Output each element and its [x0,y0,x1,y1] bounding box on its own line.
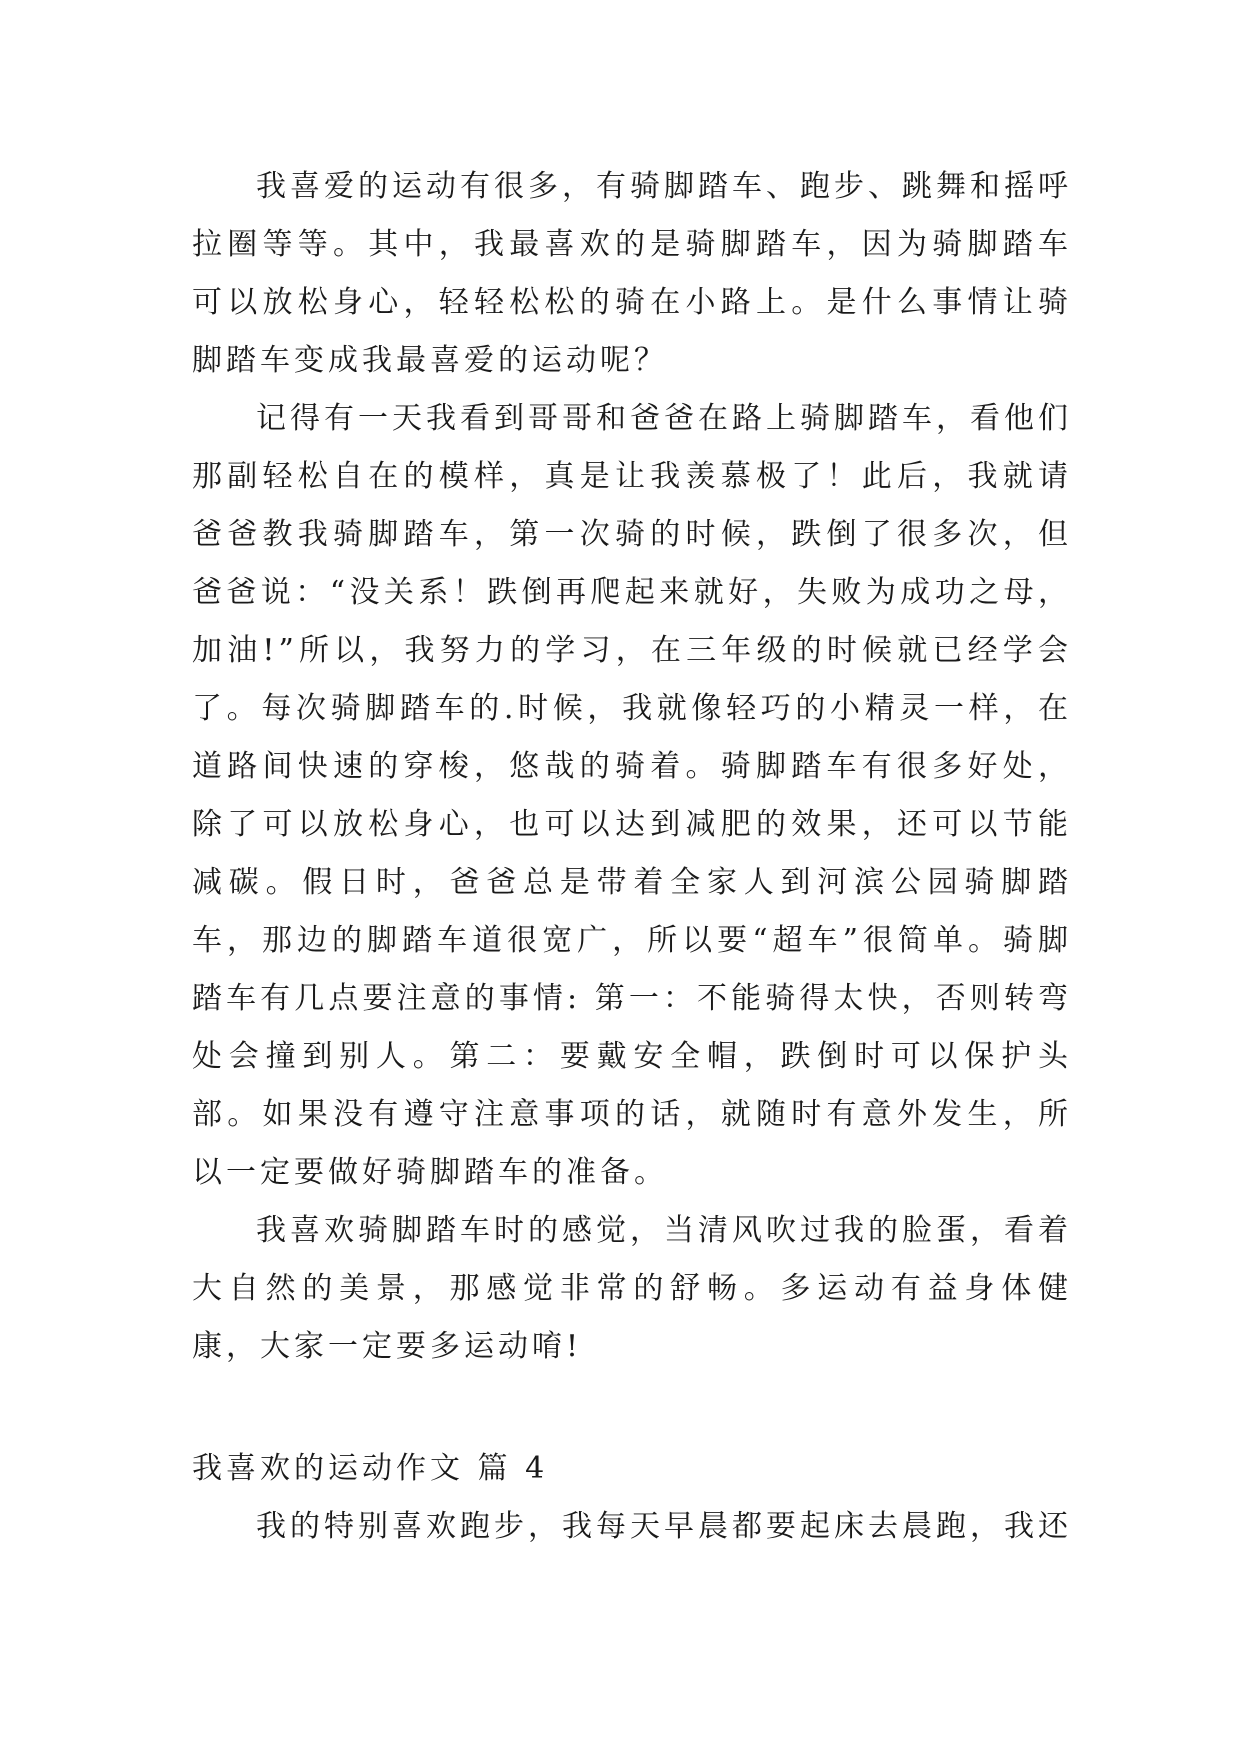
section-first-paragraph: 我的特别喜欢跑步，我每天早晨都要起床去晨跑，我还 [256,1509,1072,1544]
paragraph-3: 我喜欢骑脚踏车时的感觉，当清风吹过我的脸蛋，看着大自然的美景，那感觉非常的舒畅。多运动有益身体健康，大家一定要多运动唷! [192,1213,1072,1364]
article-body [192,158,1072,1556]
section-heading: 我喜欢的运动作文 篇 4 [192,1451,549,1486]
paragraph-1: 我喜爱的运动有很多，有骑脚踏车、跑步、跳舞和摇呼拉圈等等。其中，我最喜欢的是骑脚踏车，因为骑脚踏车可以放松身心，轻轻松松的骑在小路上。是什么事情让骑脚踏车变成我最喜爱的运动呢？ [192,169,1072,378]
paragraph-2: 记得有一天我看到哥哥和爸爸在路上骑脚踏车，看他们那副轻松自在的模样，真是让我羡慕极了！此后，我就请爸爸教我骑脚踏车，第一次骑的时候，跌倒了很多次，但爸爸说：“没关系！跌倒再爬起来就好，失败为成功之母，加油!”所以，我努力的学习，在三年级的时候就已经学会了。每次骑脚踏车的.时候，我就像轻巧的小精灵一样，在道路间快速的穿梭，悠哉的骑着。骑脚踏车有很多好处，除了可以放松身心，也可以达到减肥的效果，还可以节能减碳。假日时，爸爸总是带着全家人到河滨公园骑脚踏车，那边的脚踏车道很宽广，所以要“超车”很简单。骑脚踏车有几点要注意的事情: 第一：不能骑得太快，否则转弯处会撞到别人。第二：要戴安全帽，跌倒时可以保护头部。如果没有遵守注意事项的话，就随时有意外发生，所以一定要做好骑脚踏车的准备。 [192,401,1072,1190]
